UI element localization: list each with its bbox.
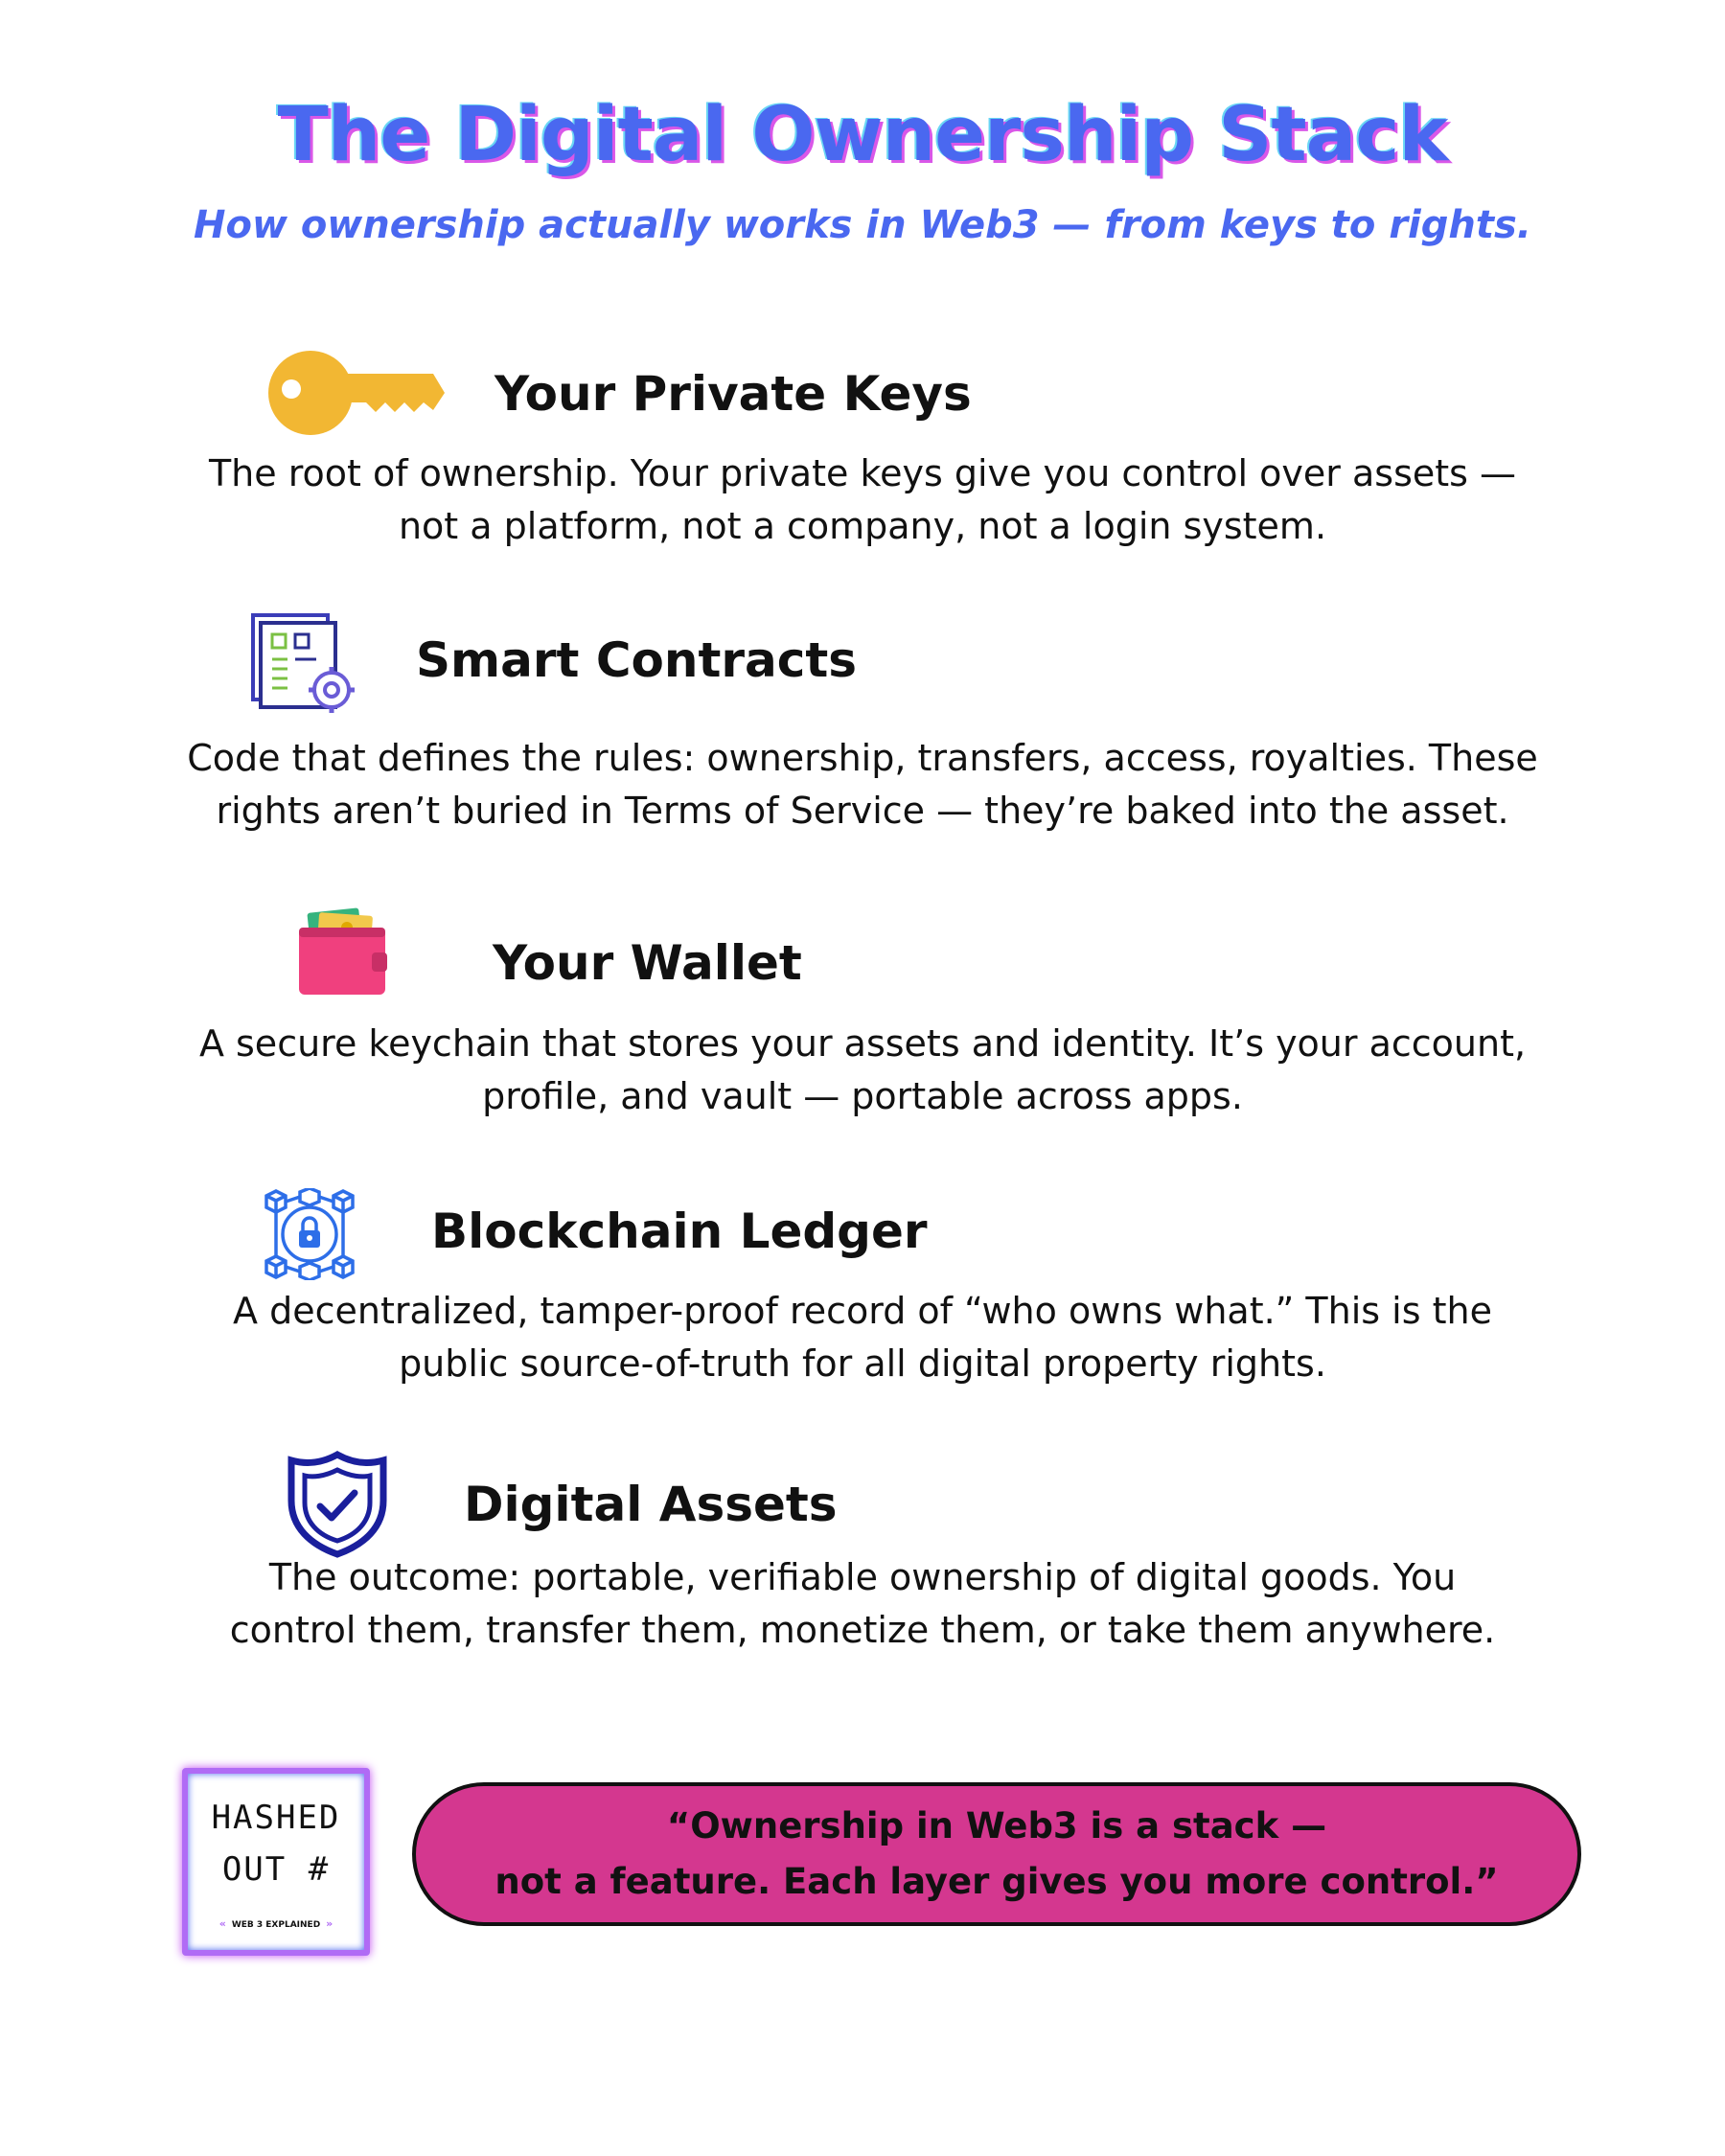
logo-tagline (188, 1917, 364, 1930)
section-heading-private-keys: Your Private Keys (494, 366, 972, 422)
section-body-digital-assets (144, 1551, 1581, 1657)
body-line: profile, and vault — portable across apps. (482, 1075, 1243, 1117)
shield-check-icon (288, 1451, 387, 1558)
quote-line: not a feature. Each layer gives you more control.” (494, 1861, 1499, 1902)
page-title: The Digital Ownership Stack (277, 92, 1448, 178)
contract-gear-icon (249, 611, 356, 715)
body-line: not a platform, not a company, not a login system. (398, 505, 1327, 547)
chevron-right-icon: » (326, 1917, 334, 1930)
body-line: control them, transfer them, monetize them, or take them anywhere. (229, 1609, 1496, 1651)
body-line: rights aren’t buried in Terms of Service — they’re baked into the asset. (216, 790, 1509, 832)
quote-banner (412, 1782, 1581, 1926)
section-heading-digital-assets: Digital Assets (464, 1477, 838, 1532)
section-body-blockchain-ledger (144, 1285, 1581, 1390)
body-line: public source-of-truth for all digital property rights. (399, 1342, 1326, 1385)
logo-line: OUT # (221, 1850, 331, 1889)
body-line: The outcome: portable, verifiable ownership of digital goods. You (268, 1556, 1457, 1598)
section-heading-smart-contracts: Smart Contracts (416, 632, 858, 688)
section-heading-wallet: Your Wallet (493, 935, 802, 991)
section-body-wallet (144, 1018, 1581, 1123)
wallet-icon (297, 906, 389, 998)
logo-tagline-text: WEB 3 EXPLAINED (231, 1920, 321, 1930)
body-line: The root of ownership. Your private keys give you control over assets — (208, 452, 1517, 494)
blockchain-lock-icon (263, 1188, 356, 1280)
key-icon (266, 349, 447, 437)
quote-line: “Ownership in Web3 is a stack — (666, 1805, 1327, 1846)
body-line: A decentralized, tamper-proof record of “who owns what.” This is the (233, 1290, 1492, 1332)
hashed-out-logo (182, 1768, 370, 1956)
body-line: Code that defines the rules: ownership, transfers, access, royalties. These (187, 737, 1538, 779)
section-heading-blockchain-ledger: Blockchain Ledger (431, 1204, 928, 1259)
logo-line: HASHED (211, 1799, 341, 1837)
page-subtitle: How ownership actually works in Web3 — from keys to rights. (193, 203, 1531, 247)
section-body-private-keys (144, 447, 1581, 553)
chevron-left-icon: « (218, 1917, 226, 1930)
body-line: A secure keychain that stores your assets and identity. It’s your account, (198, 1022, 1527, 1065)
section-body-smart-contracts (144, 732, 1581, 837)
